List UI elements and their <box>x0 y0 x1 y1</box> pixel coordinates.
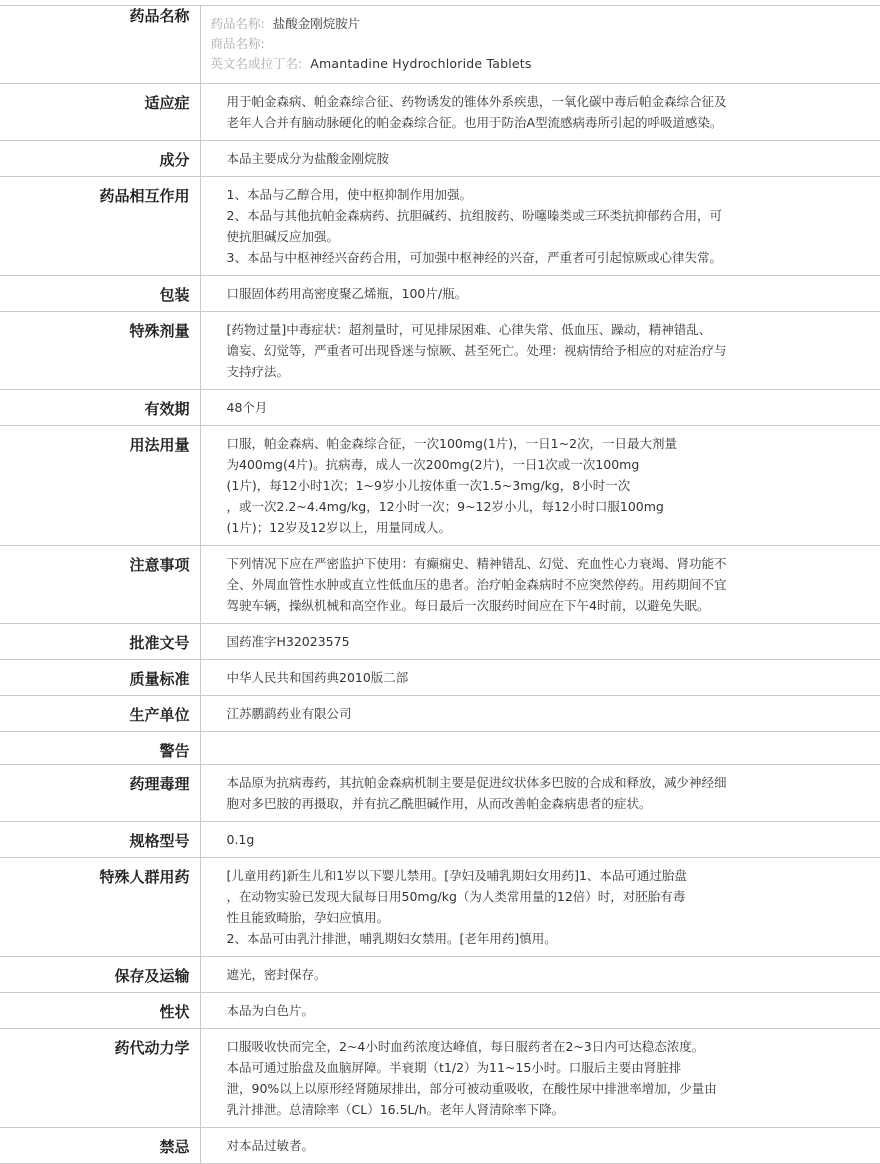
row-label-pharmacokinetics: 药代动力学 <box>0 1029 200 1128</box>
row-label-pharmacology: 药理毒理 <box>0 765 200 822</box>
text-line: 驾驶车辆，操纵机械和高空作业。每日最后一次服药时间应在下午4时前，以避免失眠。 <box>226 598 710 613</box>
row-label-drug-name: 药品名称 <box>0 6 200 84</box>
row-label-manufacturer: 生产单位 <box>0 696 200 732</box>
trade-name-line <box>211 34 875 54</box>
text-line: 为400mg(4片)。抗病毒，成人一次200mg(2片)，一日1次或一次100mg <box>226 457 640 472</box>
row-label-approval: 批准文号 <box>0 624 200 660</box>
row-label-validity: 有效期 <box>0 390 200 426</box>
text-line: 乳汁排泄。总清除率（CL）16.5L/h。老年人肾清除率下降。 <box>226 1102 565 1117</box>
text-line: 口服固体药用高密度聚乙烯瓶，100片/瓶。 <box>226 286 468 301</box>
row-label-special-groups: 特殊人群用药 <box>0 858 200 957</box>
row-value-precautions <box>200 546 880 624</box>
english-name-value: Amantadine Hydrochloride Tablets <box>310 56 532 71</box>
row-value-warning <box>200 732 880 765</box>
text-line: 江苏鹏鹞药业有限公司 <box>226 706 352 721</box>
row-label-overdose: 特殊剂量 <box>0 312 200 390</box>
row-standard <box>0 660 880 696</box>
generic-name-line <box>211 14 875 34</box>
text-line: 性且能致畸胎，孕妇应慎用。 <box>226 910 390 925</box>
english-name-line <box>211 54 875 74</box>
row-value-manufacturer <box>200 696 880 732</box>
row-value-package <box>200 276 880 312</box>
generic-name-value: 盐酸金刚烷胺片 <box>272 16 361 31</box>
row-warning <box>0 732 880 765</box>
text-line: 遮光，密封保存。 <box>226 967 327 982</box>
row-value-special-groups <box>200 858 880 957</box>
row-label-dosage: 用法用量 <box>0 426 200 546</box>
text-line: 本品可通过胎盘及血脑屏障。半衰期（t1/2）为11~15小时。口服后主要由肾脏排 <box>226 1060 682 1075</box>
row-value-pharmacokinetics <box>200 1029 880 1128</box>
row-approval <box>0 624 880 660</box>
text-line: 中华人民共和国药典2010版二部 <box>226 670 409 685</box>
row-manufacturer <box>0 696 880 732</box>
english-name-key: 英文名或拉丁名: <box>210 56 303 71</box>
row-label-storage: 保存及运输 <box>0 957 200 993</box>
text-line: ，在动物实验已发现大鼠每日用50mg/kg（为人类常用量的12倍）时，对胚胎有毒 <box>226 889 686 904</box>
row-dosage <box>0 426 880 546</box>
row-validity <box>0 390 880 426</box>
row-value-appearance <box>200 993 880 1029</box>
text-line: (1片)，每12小时1次；1~9岁小儿按体重一次1.5~3mg/kg，8小时一次 <box>226 478 631 493</box>
text-line: ，或一次2.2~4.4mg/kg，12小时一次；9~12岁小儿，每12小时口服100mg <box>226 499 664 514</box>
row-value-standard <box>200 660 880 696</box>
row-value-dosage <box>200 426 880 546</box>
row-value-approval <box>200 624 880 660</box>
text-line: 0.1g <box>226 832 255 847</box>
text-line: 本品原为抗病毒药，其抗帕金森病机制主要是促进纹状体多巴胺的合成和释放，减少神经细 <box>226 775 727 790</box>
text-line: 使抗胆碱反应加强。 <box>226 229 340 244</box>
text-line: 支持疗法。 <box>226 364 290 379</box>
row-label-package: 包装 <box>0 276 200 312</box>
text-line: (1片)；12岁及12岁以上，用量同成人。 <box>226 520 452 535</box>
row-pharmacokinetics <box>0 1029 880 1128</box>
text-line: 对本品过敏者。 <box>226 1138 315 1153</box>
row-label-standard: 质量标准 <box>0 660 200 696</box>
text-line: 48个月 <box>226 400 268 415</box>
row-label-warning: 警告 <box>0 732 200 765</box>
row-label-precautions: 注意事项 <box>0 546 200 624</box>
text-line: 谵妄、幻觉等，严重者可出现昏迷与惊厥、甚至死亡。处理：视病情给予相应的对症治疗与 <box>226 343 727 358</box>
row-pharmacology <box>0 765 880 822</box>
row-ingredients <box>0 141 880 177</box>
row-value-overdose <box>200 312 880 390</box>
text-line: [儿童用药]新生儿和1岁以下婴儿禁用。[孕妇及哺乳期妇女用药]1、本品可通过胎盘 <box>226 868 687 883</box>
row-special-groups <box>0 858 880 957</box>
row-value-contraindications <box>200 1128 880 1164</box>
row-label-appearance: 性状 <box>0 993 200 1029</box>
row-value-ingredients <box>200 141 880 177</box>
text-line: 全、外周血管性水肿或直立性低血压的患者。治疗帕金森病时不应突然停药。用药期间不宜 <box>226 577 727 592</box>
row-interactions <box>0 177 880 276</box>
trade-name-key: 商品名称: <box>210 36 265 51</box>
text-line: 2、本品可由乳汁排泄，哺乳期妇女禁用。[老年用药]慎用。 <box>226 931 557 946</box>
text-line: 国药准字H32023575 <box>226 634 350 649</box>
row-label-contraindications: 禁忌 <box>0 1128 200 1164</box>
row-indications <box>0 84 880 141</box>
row-overdose <box>0 312 880 390</box>
text-line: 老年人合并有脑动脉硬化的帕金森综合征。也用于防治A型流感病毒所引起的呼吸道感染。 <box>226 115 723 130</box>
row-label-interactions: 药品相互作用 <box>0 177 200 276</box>
row-specification <box>0 822 880 858</box>
text-line: 2、本品与其他抗帕金森病药、抗胆碱药、抗组胺药、吩噻嗪类或三环类抗抑郁药合用，可 <box>226 208 722 223</box>
text-line: [药物过量]中毒症状：超剂量时，可见排尿困难、心律失常、低血压、躁动，精神错乱、 <box>226 322 712 337</box>
row-label-ingredients: 成分 <box>0 141 200 177</box>
text-line: 用于帕金森病、帕金森综合征、药物诱发的锥体外系疾患，一氧化碳中毒后帕金森综合征及 <box>226 94 727 109</box>
drug-name-cell <box>200 6 880 84</box>
row-value-specification <box>200 822 880 858</box>
row-precautions <box>0 546 880 624</box>
row-value-pharmacology <box>200 765 880 822</box>
row-storage <box>0 957 880 993</box>
text-line: 1、本品与乙醇合用，使中枢抑制作用加强。 <box>226 187 472 202</box>
row-value-storage <box>200 957 880 993</box>
text-line: 口服，帕金森病、帕金森综合征，一次100mg(1片)，一日1~2次，一日最大剂量 <box>226 436 678 451</box>
text-line: 3、本品与中枢神经兴奋药合用，可加强中枢神经的兴奋，严重者可引起惊厥或心律失常。 <box>226 250 722 265</box>
text-line: 下列情况下应在严密监护下使用：有癫痫史、精神错乱、幻觉、充血性心力衰竭、肾功能不 <box>226 556 727 571</box>
text-line: 胞对多巴胺的再摄取，并有抗乙酰胆碱作用，从而改善帕金森病患者的症状。 <box>226 796 652 811</box>
row-label-indications: 适应症 <box>0 84 200 141</box>
row-label-specification: 规格型号 <box>0 822 200 858</box>
drug-info-table <box>0 5 880 1164</box>
text-line: 口服吸收快而完全，2~4小时血药浓度达峰值，每日服药者在2~3日内可达稳态浓度。 <box>226 1039 705 1054</box>
text-line: 泄，90%以上以原形经肾随尿排出，部分可被动重吸收，在酸性尿中排泄率增加，少量由 <box>226 1081 717 1096</box>
row-value-interactions <box>200 177 880 276</box>
text-line: 本品主要成分为盐酸金刚烷胺 <box>226 151 390 166</box>
text-line: 本品为白色片。 <box>226 1003 315 1018</box>
row-contraindications <box>0 1128 880 1164</box>
generic-name-key: 药品名称: <box>210 16 265 31</box>
row-package <box>0 276 880 312</box>
row-value-indications <box>200 84 880 141</box>
row-appearance <box>0 993 880 1029</box>
row-drug-name <box>0 6 880 84</box>
row-value-validity <box>200 390 880 426</box>
